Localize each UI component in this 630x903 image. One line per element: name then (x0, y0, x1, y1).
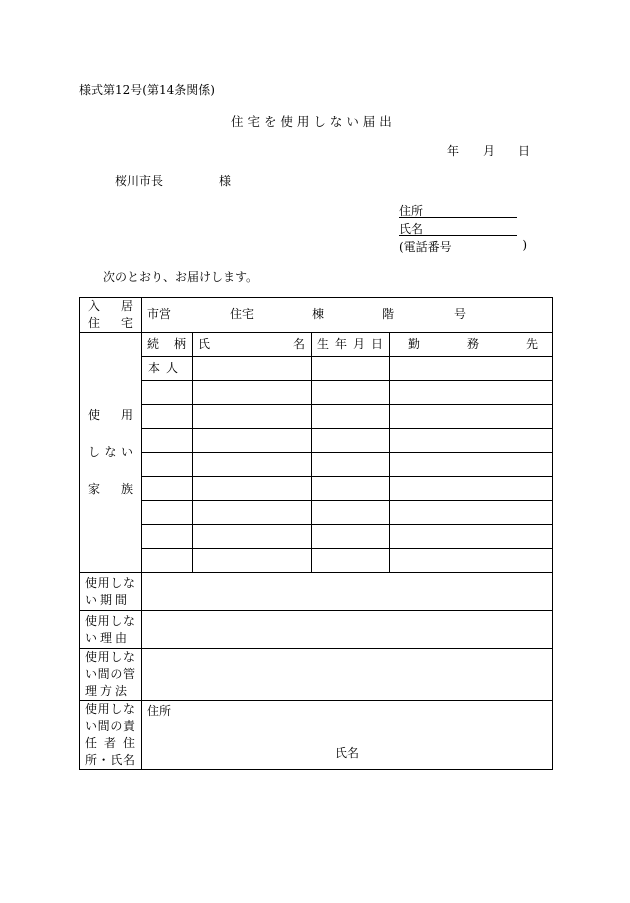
family-row (80, 501, 553, 525)
header-birthdate: 生 年 月 日 (312, 333, 390, 357)
family-birth-cell[interactable] (312, 501, 390, 525)
family-relation-cell[interactable]: 本 人 (142, 357, 193, 381)
family-work-cell[interactable] (390, 525, 553, 549)
notification-form-table (79, 297, 553, 770)
header-name: 氏 名 (193, 333, 312, 357)
management-label: 使 用 し な い 間 の 管 理 方 法 (80, 649, 142, 701)
family-name-cell[interactable] (193, 381, 312, 405)
header-workplace: 勤 務 先 (390, 333, 553, 357)
family-name-cell[interactable] (193, 525, 312, 549)
family-birth-cell[interactable] (312, 357, 390, 381)
family-birth-cell[interactable] (312, 405, 390, 429)
family-row (80, 381, 553, 405)
family-relation-cell[interactable] (142, 477, 193, 501)
reason-field[interactable] (142, 611, 553, 649)
family-name-cell[interactable] (193, 501, 312, 525)
management-field[interactable] (142, 649, 553, 701)
addressee: 桜川市長 (115, 174, 164, 188)
family-label: 使 用 し な い 家 族 (80, 333, 142, 573)
family-row (80, 429, 553, 453)
applicant-address-label: 住所 (399, 204, 424, 218)
responsible-row (80, 701, 553, 770)
family-work-cell[interactable] (390, 381, 553, 405)
form-number: 様式第12号(第14条関係) (79, 83, 215, 97)
responsible-label: 使 用 し な い 間 の 責 任 者 住 所 ・ 氏 名 (80, 701, 142, 770)
period-label: 使 用 し な い 期 間 (80, 573, 142, 611)
family-birth-cell[interactable] (312, 453, 390, 477)
residence-label: 入 居 住 宅 (80, 298, 142, 333)
residence-gou: 号 (454, 307, 467, 321)
family-name-cell[interactable] (193, 477, 312, 501)
responsible-name-label: 氏名 (335, 746, 360, 760)
family-relation-cell[interactable] (142, 429, 193, 453)
family-row (80, 477, 553, 501)
period-row (80, 573, 553, 611)
intro-text: 次のとおり、お届けします。 (103, 270, 259, 284)
family-row (80, 405, 553, 429)
family-relation-cell[interactable] (142, 453, 193, 477)
family-row (80, 525, 553, 549)
honorific: 様 (219, 174, 232, 188)
applicant-name[interactable] (399, 220, 517, 236)
date-year: 年 (447, 144, 460, 158)
management-row (80, 649, 553, 701)
family-work-cell[interactable] (390, 405, 553, 429)
family-work-cell[interactable] (390, 453, 553, 477)
family-relation-cell[interactable] (142, 405, 193, 429)
residence-jutaku: 住宅 (230, 307, 255, 321)
residence-kai: 階 (382, 307, 395, 321)
applicant-name-label: 氏名 (399, 222, 424, 236)
residence-row (80, 298, 553, 333)
family-name-cell[interactable] (193, 429, 312, 453)
family-relation-cell[interactable] (142, 381, 193, 405)
date-month: 月 (483, 144, 496, 158)
residence-field[interactable] (142, 298, 553, 333)
family-row (80, 549, 553, 573)
family-name-cell[interactable] (193, 357, 312, 381)
family-header-row (80, 333, 553, 357)
period-field[interactable] (142, 573, 553, 611)
form-title: 住 宅 を 使 用 し な い 届 出 (231, 114, 392, 129)
reason-label: 使 用 し な い 理 由 (80, 611, 142, 649)
family-relation-cell[interactable] (142, 549, 193, 573)
family-work-cell[interactable] (390, 477, 553, 501)
family-work-cell[interactable] (390, 501, 553, 525)
family-work-cell[interactable] (390, 357, 553, 381)
family-birth-cell[interactable] (312, 477, 390, 501)
phone-close: ) (522, 238, 527, 252)
applicant-address[interactable] (399, 202, 517, 218)
family-name-cell[interactable] (193, 453, 312, 477)
family-row (80, 357, 553, 381)
family-relation-cell[interactable] (142, 501, 193, 525)
header-relation: 続 柄 (142, 333, 193, 357)
family-name-cell[interactable] (193, 405, 312, 429)
family-birth-cell[interactable] (312, 549, 390, 573)
applicant-phone[interactable] (399, 238, 527, 253)
phone-label: (電話番号 (399, 240, 452, 254)
family-birth-cell[interactable] (312, 525, 390, 549)
family-name-cell[interactable] (193, 549, 312, 573)
family-birth-cell[interactable] (312, 381, 390, 405)
residence-tou: 棟 (312, 307, 325, 321)
family-birth-cell[interactable] (312, 429, 390, 453)
responsible-field[interactable] (142, 701, 553, 770)
reason-row (80, 611, 553, 649)
responsible-address-label: 住所 (147, 704, 172, 718)
family-work-cell[interactable] (390, 429, 553, 453)
family-relation-cell[interactable] (142, 525, 193, 549)
residence-shiei: 市営 (147, 307, 172, 321)
date-day: 日 (518, 144, 531, 158)
family-work-cell[interactable] (390, 549, 553, 573)
family-row (80, 453, 553, 477)
